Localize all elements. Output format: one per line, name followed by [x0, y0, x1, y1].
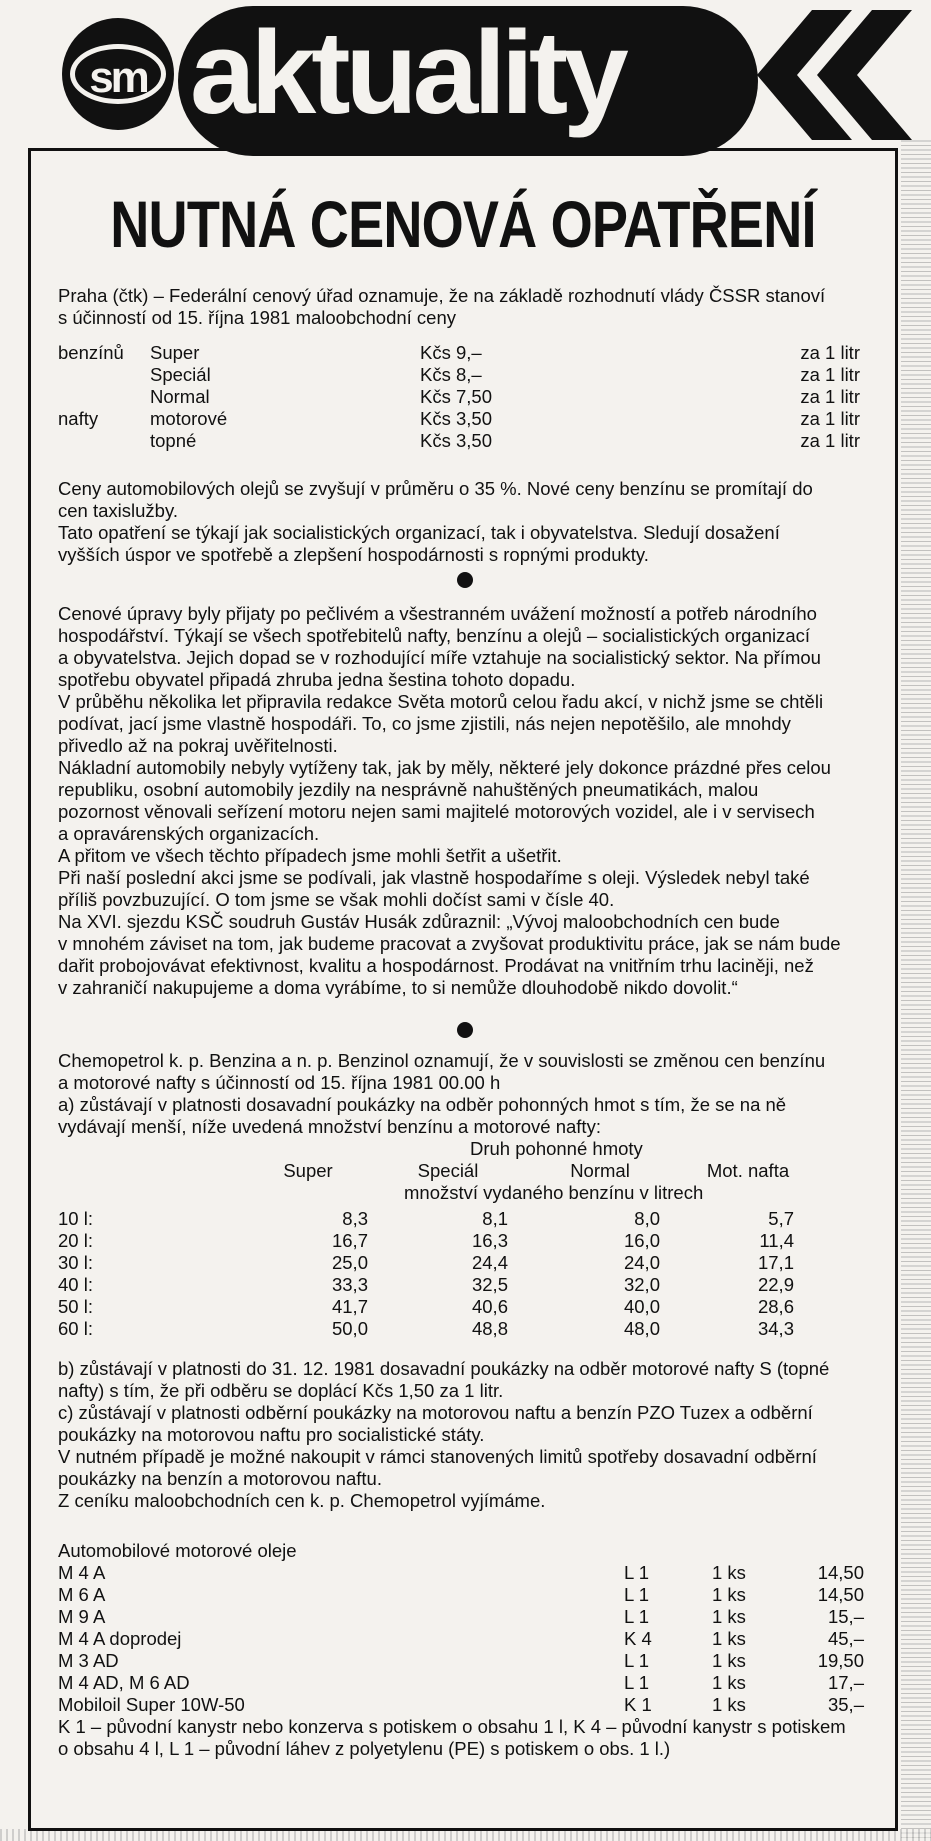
table-cell: 28,6	[757, 1296, 794, 1317]
table-cell: 17,1	[757, 1252, 794, 1273]
table-cell: 32,0	[623, 1274, 660, 1295]
fuel-name: Speciál	[150, 364, 211, 385]
table-column-header: Speciál	[417, 1160, 479, 1181]
paragraph-line: cen taxislužby.	[58, 500, 178, 521]
oil-pack: L 1	[624, 1650, 650, 1671]
oil-name: M 6 A	[58, 1584, 106, 1605]
fuel-unit: za 1 litr	[800, 430, 860, 451]
paragraph-line: V průběhu několika let připravila redakce Světa motorů celou řadu akcí, v nichž jsme se chtěli	[58, 691, 824, 712]
oil-price: 17,–	[827, 1672, 864, 1693]
table-cell: 16,7	[331, 1230, 368, 1251]
paragraph-line: s účinností od 15. října 1981 maloobchodní ceny	[58, 307, 457, 328]
fuel-unit: za 1 litr	[800, 342, 860, 363]
paragraph-line: poukázky na motorovou naftu pro socialistické státy.	[58, 1424, 485, 1445]
table-cell: 48,0	[623, 1318, 660, 1339]
fuel-name: topné	[150, 430, 197, 451]
oil-name: Mobiloil Super 10W-50	[58, 1694, 245, 1715]
table-column-header: Normal	[570, 1160, 630, 1181]
oil-pack: L 1	[624, 1672, 650, 1693]
oil-qty: 1 ks	[712, 1672, 746, 1693]
paragraph-line: nafty) s tím, že při odběru se doplácí Kčs 1,50 za 1 litr.	[58, 1380, 504, 1401]
paragraph-line: vyšších úspor ve spotřebě a zlepšení hospodárnosti s ropnými produkty.	[58, 544, 649, 565]
chevron-arrows-icon	[752, 10, 922, 140]
paragraph-line: Při naší poslední akci jsme se podívali, jak vlastně hospodaříme s oleji. Výsledek nebyl také	[58, 867, 810, 888]
table-cell: 33,3	[331, 1274, 368, 1295]
paragraph-line: a motorové nafty s účinností od 15. října 1981 00.00 h	[58, 1072, 501, 1093]
oil-pack: K 4	[624, 1628, 652, 1649]
paragraph-line: příliš povzbuzující. O tom jsme se však mohli dočíst sami v čísle 40.	[58, 889, 615, 910]
fuel-price: Kčs 7,50	[420, 386, 492, 407]
table-cell: 22,9	[757, 1274, 794, 1295]
fuel-price: Kčs 8,–	[420, 364, 482, 385]
oil-qty: 1 ks	[712, 1694, 746, 1715]
oil-price: 14,50	[817, 1584, 864, 1605]
table-cell: 32,5	[471, 1274, 508, 1295]
oils-footnote: o obsahu 4 l, L 1 – původní láhev z polyetylenu (PE) s potiskem o obs. 1 l.)	[58, 1738, 671, 1759]
oil-name: M 4 A doprodej	[58, 1628, 182, 1649]
oil-qty: 1 ks	[712, 1584, 746, 1605]
paragraph-line: Tato opatření se týkají jak socialistických organizací, tak i obyvatelstva. Sledují dosažení	[58, 522, 780, 543]
masthead	[0, 0, 931, 150]
fuel-name: motorové	[150, 408, 228, 429]
table-cell: 11,4	[759, 1230, 794, 1251]
oil-pack: K 1	[624, 1694, 652, 1715]
paragraph-line: přivedlo až na pokraj uvěřitelnosti.	[58, 735, 338, 756]
fuel-price: Kčs 3,50	[420, 430, 492, 451]
paragraph-line: v zahraničí nakupujeme a doma vyrábíme, to si nemůže dlouhodobě nikdo dovolit.“	[58, 977, 738, 998]
table-row-label: 60 l:	[58, 1318, 93, 1339]
paragraph-line: c) zůstávají v platnosti odběrní poukázky na motorovou naftu a benzín PZO Tuzex a odběrní	[58, 1402, 813, 1423]
oil-price: 45,–	[827, 1628, 864, 1649]
table-cell: 24,4	[471, 1252, 508, 1273]
table-cell: 16,0	[623, 1230, 660, 1251]
table-cell: 25,0	[331, 1252, 368, 1273]
oils-heading: Automobilové motorové oleje	[58, 1540, 297, 1561]
table-cell: 8,0	[634, 1208, 660, 1229]
oil-qty: 1 ks	[712, 1562, 746, 1583]
paragraph-line: podívat, jací jsme vlastně hospodáři. To, co jsme zjistili, nás nejen nepotěšilo, ale mnohdy	[58, 713, 791, 734]
table-row-label: 50 l:	[58, 1296, 93, 1317]
oil-price: 14,50	[817, 1562, 864, 1583]
paragraph-line: Ceny automobilových olejů se zvyšují v průměru o 35 %. Nové ceny benzínu se promítají do	[58, 478, 813, 499]
paragraph-line: Chemopetrol k. p. Benzina a n. p. Benzinol oznamují, že v souvislosti se změnou cen benzínu	[58, 1050, 826, 1071]
oil-qty: 1 ks	[712, 1628, 746, 1649]
oil-pack: L 1	[624, 1584, 650, 1605]
headline: NUTNÁ CENOVÁ OPATŘENÍ	[110, 187, 816, 261]
paragraph-line: Cenové úpravy byly přijaty po pečlivém a všestranném uvážení možností a potřeb národního	[58, 603, 817, 624]
fuel-group: nafty	[58, 408, 99, 429]
table-row-label: 40 l:	[58, 1274, 93, 1295]
paragraph-line: a opravárenských organizacích.	[58, 823, 320, 844]
paragraph-line: v mnohém záviset na tom, jak budeme pracovat a zvyšovat produktivitu práce, jak se nám bude	[58, 933, 841, 954]
fuel-group: benzínů	[58, 342, 124, 363]
paragraph-line: republiku, osobní automobily jezdily na nesprávně nahuštěných pneumatikách, malou	[58, 779, 759, 800]
paragraph-line: dařit probojovávat efektivnost, kvalitu a hospodárnost. Prodávat na vnitřním trhu laciněji, než	[58, 955, 814, 976]
oil-price: 35,–	[827, 1694, 864, 1715]
table-column-header: Super	[283, 1160, 333, 1181]
oil-name: M 4 A	[58, 1562, 106, 1583]
table-cell: 5,7	[768, 1208, 794, 1229]
paragraph-line: spotřebu obyvatel připadá zhruba jedna šestina tohoto dopadu.	[58, 669, 576, 690]
oil-pack: L 1	[624, 1606, 650, 1627]
fuel-unit: za 1 litr	[800, 408, 860, 429]
paragraph-line: pozornost věnovali seřízení motoru nejen sami majitelé motorových vozidel, ale i v servisech	[58, 801, 815, 822]
fuel-price: Kčs 9,–	[420, 342, 482, 363]
table-column-header: Mot. nafta	[706, 1160, 790, 1181]
oil-name: M 3 AD	[58, 1650, 119, 1671]
bullet-separator-icon	[457, 572, 473, 588]
paragraph-line: a obyvatelstva. Jejich dopad se v rozhodující míře vztahuje na socialistický sektor. Na přímou	[58, 647, 821, 668]
oil-pack: L 1	[624, 1562, 650, 1583]
paragraph-line: Z ceníku maloobchodních cen k. p. Chemopetrol vyjímáme.	[58, 1490, 546, 1511]
oil-name: M 9 A	[58, 1606, 106, 1627]
table-cell: 41,7	[331, 1296, 368, 1317]
paragraph-line: a) zůstávají v platnosti dosavadní poukázky na odběr pohonných hmot s tím, že se na ně	[58, 1094, 787, 1115]
oil-name: M 4 AD, M 6 AD	[58, 1672, 190, 1693]
fuel-name: Normal	[150, 386, 210, 407]
table-cell: 48,8	[471, 1318, 508, 1339]
table-cell: 8,1	[482, 1208, 508, 1229]
oils-footnote: K 1 – původní kanystr nebo konzerva s potiskem o obsahu 1 l, K 4 – původní kanystr s potiskem	[58, 1716, 846, 1737]
oil-qty: 1 ks	[712, 1650, 746, 1671]
scan-grain-right	[901, 140, 931, 1841]
table-row-label: 20 l:	[58, 1230, 93, 1251]
bullet-separator-icon	[457, 1022, 473, 1038]
paragraph-line: A přitom ve všech těchto případech jsme mohli šetřit a ušetřit.	[58, 845, 562, 866]
table-cell: 40,0	[623, 1296, 660, 1317]
paragraph-line: hospodářství. Týkají se všech spotřebitelů nafty, benzínu a olejů – socialistických organizací	[58, 625, 811, 646]
fuel-unit: za 1 litr	[800, 364, 860, 385]
paragraph-line: poukázky na benzín a motorovou naftu.	[58, 1468, 382, 1489]
table-cell: 34,3	[757, 1318, 794, 1339]
table-cell: 40,6	[471, 1296, 508, 1317]
table-subheader: množství vydaného benzínu v litrech	[404, 1182, 704, 1203]
fuel-name: Super	[150, 342, 200, 363]
oil-price: 15,–	[827, 1606, 864, 1627]
oil-qty: 1 ks	[712, 1606, 746, 1627]
table-group-header: Druh pohonné hmoty	[470, 1138, 643, 1159]
paragraph-line: V nutném případě je možné nakoupit v rámci stanovených limitů spotřeby dosavadní odběrní	[58, 1446, 817, 1467]
table-row-label: 30 l:	[58, 1252, 93, 1273]
table-cell: 50,0	[331, 1318, 368, 1339]
table-cell: 16,3	[471, 1230, 508, 1251]
sm-logo-text: sm	[70, 44, 166, 104]
fuel-unit: za 1 litr	[800, 386, 860, 407]
paragraph-line: vydávají menší, níže uvedená množství benzínu a motorové nafty:	[58, 1116, 601, 1137]
paragraph-line: Na XVI. sjezdu KSČ soudruh Gustáv Husák zdůraznil: „Vývoj maloobchodních cen bude	[58, 911, 780, 932]
table-cell: 24,0	[623, 1252, 660, 1273]
brand-title: aktuality	[190, 7, 624, 139]
oil-price: 19,50	[817, 1650, 864, 1671]
paragraph-line: Nákladní automobily nebyly vytíženy tak, jak by měly, některé jely dokonce prázdné přes celou	[58, 757, 831, 778]
paragraph-line: b) zůstávají v platnosti do 31. 12. 1981 dosavadní poukázky na odběr motorové nafty S (topné	[58, 1358, 830, 1379]
fuel-price: Kčs 3,50	[420, 408, 492, 429]
table-cell: 8,3	[342, 1208, 368, 1229]
table-row-label: 10 l:	[58, 1208, 93, 1229]
paragraph-line: Praha (čtk) – Federální cenový úřad oznamuje, že na základě rozhodnutí vlády ČSSR stanoví	[58, 285, 826, 306]
